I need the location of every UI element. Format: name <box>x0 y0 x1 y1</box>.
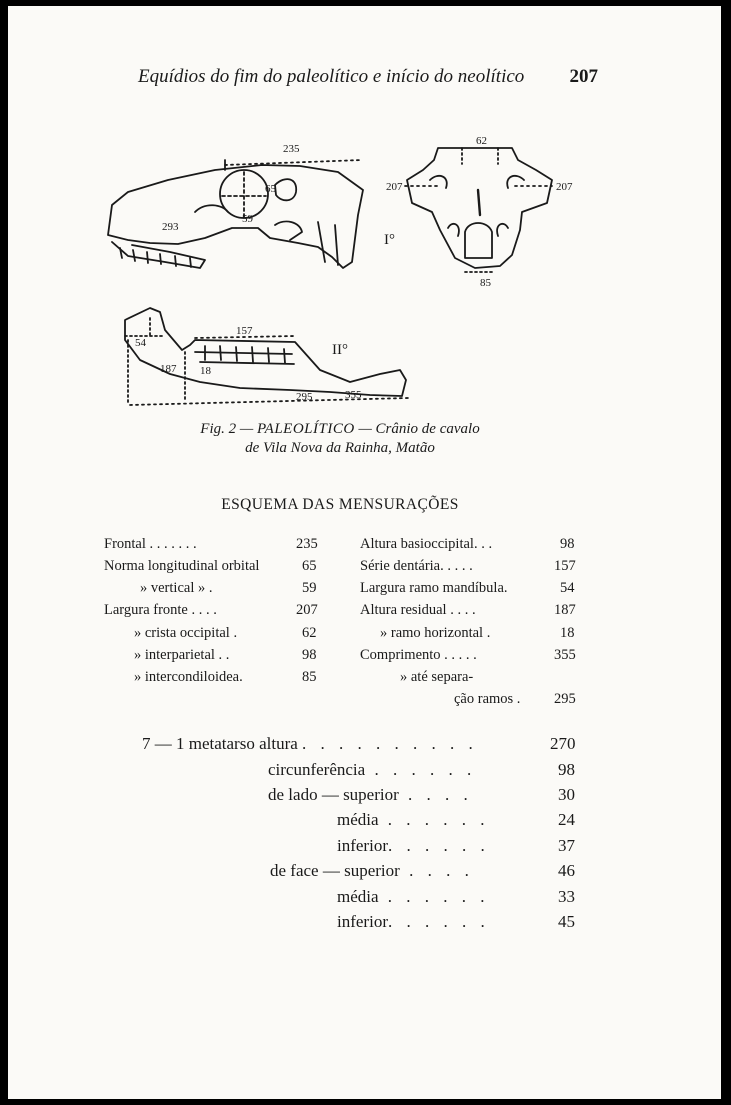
label-235: 235 <box>283 143 300 155</box>
skull-sketch-figure <box>0 0 731 420</box>
measure-label: ção ramos . <box>454 691 521 707</box>
measure-value: 65 <box>302 558 317 574</box>
caption-figure-number: Fig. 2 — <box>200 421 257 437</box>
measure-label: Norma longitudinal orbital <box>104 558 260 574</box>
measure-value: 54 <box>560 580 575 596</box>
measure-label: Comprimento . . . . . <box>360 647 477 663</box>
label-295: 295 <box>296 391 313 403</box>
metatarso-row <box>337 912 490 932</box>
measure-label: » ramo horizontal . <box>380 625 491 641</box>
label-187: 187 <box>160 363 177 375</box>
page-number: 207 <box>569 66 598 87</box>
leader-dots: . . . . <box>399 861 474 880</box>
measure-value: 157 <box>554 558 576 574</box>
measure-label: » interparietal . . <box>134 647 230 663</box>
metatarso-row-label: inferior <box>337 912 388 931</box>
caption-period: PALEOLÍTICO <box>256 421 355 437</box>
mandible-sketch <box>125 308 408 405</box>
measure-value: 98 <box>560 536 575 552</box>
leader-dots: . . . . <box>398 785 473 804</box>
measure-label: Série dentária. . . . . <box>360 558 473 574</box>
metatarso-row <box>270 861 474 881</box>
label-54: 54 <box>135 337 146 349</box>
measure-value: 187 <box>554 602 576 618</box>
metatarso-value: 24 <box>558 810 575 829</box>
leader-dots: . . . . . . <box>378 810 490 829</box>
caption-line-1 <box>130 420 550 439</box>
measure-label: Largura fronte . . . . <box>104 602 217 618</box>
measure-value: 18 <box>560 625 575 641</box>
label-18: 18 <box>200 365 211 377</box>
leader-dots: . . . . . . <box>387 912 490 931</box>
measure-value: 85 <box>302 669 317 685</box>
measure-label: Frontal . . . . . . . <box>104 536 197 552</box>
measure-label: Altura basioccipital. . . <box>360 536 493 552</box>
label-view-two: II° <box>332 342 348 358</box>
measure-label: » até separa- <box>400 669 474 685</box>
metatarso-row-label: de lado — superior <box>268 785 399 804</box>
measure-label: » crista occipital . <box>134 625 238 641</box>
leader-dots: . . . . . . . . . . <box>302 734 478 753</box>
measure-value: 98 <box>302 647 317 663</box>
label-293: 293 <box>162 221 179 233</box>
label-85: 85 <box>480 277 491 289</box>
leader-dots: . . . . . . <box>387 836 490 855</box>
measure-value: 295 <box>554 691 576 707</box>
metatarso-row <box>337 810 490 830</box>
label-157: 157 <box>236 325 253 337</box>
measure-value: 62 <box>302 625 317 641</box>
metatarso-row <box>337 887 490 907</box>
metatarso-value: 37 <box>558 836 575 855</box>
metatarso-heading <box>142 734 478 754</box>
metatarso-row <box>268 760 476 780</box>
label-62: 62 <box>476 135 487 147</box>
metatarso-value: 45 <box>558 912 575 931</box>
skull-lateral-sketch <box>108 160 363 268</box>
skull-frontal-sketch <box>405 148 552 272</box>
label-355: 355 <box>345 389 362 401</box>
metatarso-row <box>337 836 490 856</box>
measure-value: 235 <box>296 536 318 552</box>
metatarso-row-label: média <box>337 810 379 829</box>
metatarso-row-label: circunferência <box>268 760 366 779</box>
metatarso-value: 270 <box>550 734 576 753</box>
metatarso-value: 46 <box>558 861 575 880</box>
scan-border-bottom <box>0 1099 731 1105</box>
label-65: 65 <box>265 183 276 195</box>
measure-value: 355 <box>554 647 576 663</box>
measure-label: » intercondiloidea. <box>134 669 243 685</box>
measure-label: Largura ramo mandíbula. <box>360 580 508 596</box>
leader-dots: . . . . . . <box>378 887 490 906</box>
running-head-title: Equídios do fim do paleolítico e início do neolítico <box>138 66 525 87</box>
metatarso-value: 33 <box>558 887 575 906</box>
label-59: 59 <box>242 213 253 225</box>
figure-caption <box>130 420 550 458</box>
caption-subject: — Crânio de cavalo <box>354 421 480 437</box>
schema-title: ESQUEMA DAS MENSURAÇÕES <box>221 496 459 513</box>
label-207-left: 207 <box>386 181 403 193</box>
measure-value: 59 <box>302 580 317 596</box>
metatarso-row-label: de face — superior <box>270 861 400 880</box>
label-view-one: I° <box>384 232 395 248</box>
measure-value: 207 <box>296 602 318 618</box>
leader-dots: . . . . . . <box>365 760 477 779</box>
metatarso-value: 30 <box>558 785 575 804</box>
metatarso-row-label: inferior <box>337 836 388 855</box>
metatarso-value: 98 <box>558 760 575 779</box>
metatarso-row <box>268 785 473 805</box>
measure-label: Altura residual . . . . <box>360 602 476 618</box>
label-207-right: 207 <box>556 181 573 193</box>
measure-label: » vertical » . <box>140 580 213 596</box>
metatarso-heading-text: 7 — 1 metatarso altura <box>142 734 298 753</box>
caption-line-2: de Vila Nova da Rainha, Matão <box>245 440 435 456</box>
metatarso-row-label: média <box>337 887 379 906</box>
